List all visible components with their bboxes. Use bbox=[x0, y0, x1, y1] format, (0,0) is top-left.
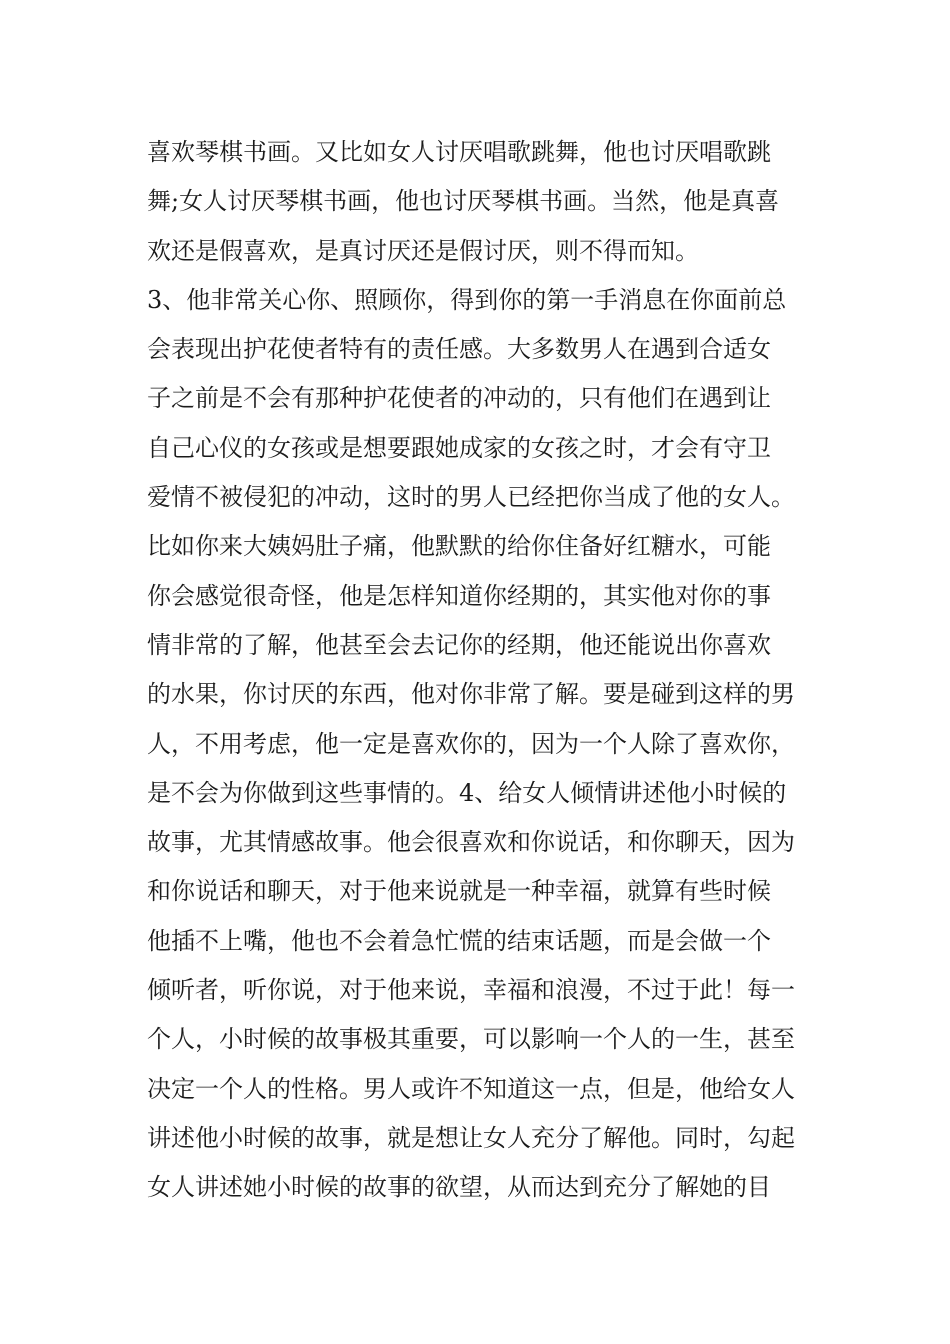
text-line: 的水果，你讨厌的东西，他对你非常了解。要是碰到这样的男 bbox=[147, 680, 795, 709]
text-line: 舞;女人讨厌琴棋书画，他也讨厌琴棋书画。当然，他是真喜 bbox=[147, 187, 780, 216]
text-line: 倾听者，听你说，对于他来说，幸福和浪漫，不过于此！每一 bbox=[147, 976, 795, 1005]
text-line: 喜欢琴棋书画。又比如女人讨厌唱歌跳舞，他也讨厌唱歌跳 bbox=[147, 138, 771, 166]
text-line: 决定一个人的性格。男人或许不知道这一点，但是，他给女人 bbox=[147, 1074, 795, 1103]
text-line: 讲述他小时候的故事，就是想让女人充分了解他。同时，勾起 bbox=[147, 1123, 795, 1152]
text-line: 自己心仪的女孩或是想要跟她成家的女孩之时，才会有守卫 bbox=[147, 433, 771, 462]
text-line: 人，不用考虑，他一定是喜欢你的，因为一个人除了喜欢你， bbox=[147, 729, 795, 758]
body-text bbox=[147, 128, 827, 1213]
text-line: 情非常的了解，他甚至会去记你的经期，他还能说出你喜欢 bbox=[147, 630, 771, 659]
text-line: 他插不上嘴，他也不会着急忙慌的结束话题，而是会做一个 bbox=[147, 926, 771, 955]
text-line: 女人讲述她小时候的故事的欲望，从而达到充分了解她的目 bbox=[147, 1173, 771, 1202]
text-line: 比如你来大姨妈肚子痛，他默默的给你住备好红糖水，可能 bbox=[147, 532, 771, 561]
text-line: 故事，尤其情感故事。他会很喜欢和你说话，和你聊天，因为 bbox=[147, 828, 795, 857]
text-line: 子之前是不会有那种护花使者的冲动的，只有他们在遇到让 bbox=[147, 384, 771, 413]
text-line: 你会感觉很奇怪，他是怎样知道你经期的，其实他对你的事 bbox=[147, 581, 771, 610]
text-line: 个人，小时候的故事极其重要，可以影响一个人的一生，甚至 bbox=[147, 1025, 795, 1054]
text-line: 会表现出护花使者特有的责任感。大多数男人在遇到合适女 bbox=[147, 335, 771, 364]
text-line: 和你说话和聊天，对于他来说就是一种幸福，就算有些时候 bbox=[147, 877, 771, 906]
text-line: 是不会为你做到这些事情的。4、给女人倾情讲述他小时候的 bbox=[147, 778, 787, 807]
text-line: 爱情不被侵犯的冲动，这时的男人已经把你当成了他的女人。 bbox=[147, 483, 795, 512]
text-line: 3、他非常关心你、照顾你，得到你的第一手消息在你面前总 bbox=[147, 285, 787, 314]
text-line: 欢还是假喜欢，是真讨厌还是假讨厌，则不得而知。 bbox=[147, 236, 699, 265]
